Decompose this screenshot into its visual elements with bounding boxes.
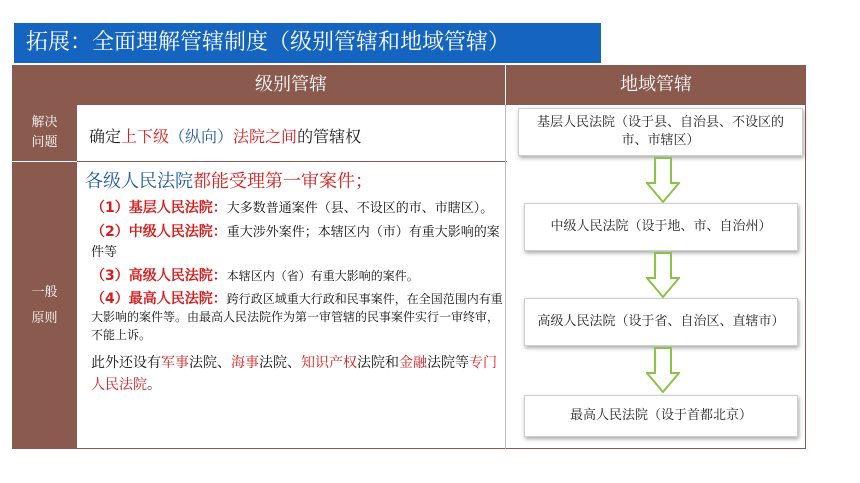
- extra-red: 海事: [231, 355, 259, 371]
- down-arrow-icon: [646, 347, 680, 393]
- row-label-solve-line2: 问题: [31, 135, 58, 150]
- solve-prefix: 确定: [89, 127, 122, 146]
- extra-part: 法院等: [427, 355, 469, 371]
- principle-heading: [85, 170, 505, 194]
- row-label-general-line2: 原则: [31, 310, 58, 326]
- extra-red: 专门人民法院: [91, 355, 497, 393]
- principle-item-4: [85, 290, 505, 344]
- extra-part: 。: [147, 377, 161, 393]
- extra-part: 法院、: [189, 355, 231, 371]
- row-label-general: [12, 162, 77, 449]
- extra-part: 法院、: [259, 355, 301, 371]
- solve-red-1: 上下级: [121, 127, 170, 146]
- court-box-intermediate: 中级人民法院（设于地、市、自治州）: [524, 203, 798, 251]
- header-level: 级别管辖: [77, 65, 505, 105]
- extra-red: 金融: [399, 355, 427, 371]
- principle-item-label: （2）中级人民法院：: [91, 224, 227, 240]
- principle-block: [85, 170, 505, 396]
- principle-item-3: [85, 266, 505, 287]
- extra-red: 知识产权: [301, 355, 357, 371]
- principle-item-2: [85, 222, 505, 263]
- court-box-supreme: 最高人民法院（设于首都北京）: [524, 395, 798, 437]
- principle-item-text: 本辖区内（省）有重大影响的案件。: [226, 269, 419, 283]
- court-box-high: 高级人民法院（设于省、自治区、直辖市）: [524, 298, 798, 346]
- column-divider: [505, 105, 506, 449]
- solve-red-2: 法院之间: [233, 127, 298, 146]
- principle-heading-blue: 各级人民法院: [85, 171, 193, 192]
- solve-suffix: 的管辖权: [297, 127, 362, 146]
- solve-blue-1: （纵向）: [169, 127, 234, 146]
- row-divider: [77, 161, 507, 162]
- corner-cell: [12, 65, 77, 105]
- principle-item-text: 跨行政区域重大行政和民事案件，在全国范围内有重大影响的案件等。由最高人民法院作为第一审管辖的民事案件实行一审终审，不能上诉。: [91, 292, 503, 342]
- principle-item-label: （4）最高人民法院：: [91, 291, 227, 307]
- page-title: 拓展：全面理解管辖制度（级别管辖和地域管辖）: [14, 23, 601, 63]
- extra-part: 此外还设有: [91, 355, 161, 371]
- principle-extra: [85, 352, 505, 396]
- row-label-solve: [12, 105, 77, 161]
- right-border: [805, 65, 806, 449]
- court-box-basic: 基层人民法院（设于县、自治县、不设区的市、市辖区）: [518, 108, 803, 156]
- row-label-solve-line1: 解决: [31, 115, 58, 130]
- extra-red: 军事: [161, 355, 189, 371]
- header-region: 地域管辖: [505, 65, 806, 105]
- principle-item-text: 重大涉外案件；本辖区内（市）有重大影响的案件等: [91, 225, 500, 260]
- solve-text: [89, 124, 361, 147]
- principle-item-1: [85, 198, 505, 219]
- principle-item-text: 大多数普通案件（县、不设区的市、市瞎区）。: [226, 201, 494, 216]
- bottom-border: [12, 448, 806, 449]
- row-label-general-line1: 一般: [31, 284, 58, 300]
- down-arrow-icon: [646, 252, 680, 298]
- principle-item-label: （3）高级人民法院：: [91, 268, 227, 284]
- extra-part: 法院和: [357, 355, 399, 371]
- principle-item-label: （1）基层人民法院：: [91, 200, 227, 216]
- down-arrow-icon: [646, 157, 680, 203]
- principle-heading-red: 都能受理第一审案件；: [193, 171, 373, 192]
